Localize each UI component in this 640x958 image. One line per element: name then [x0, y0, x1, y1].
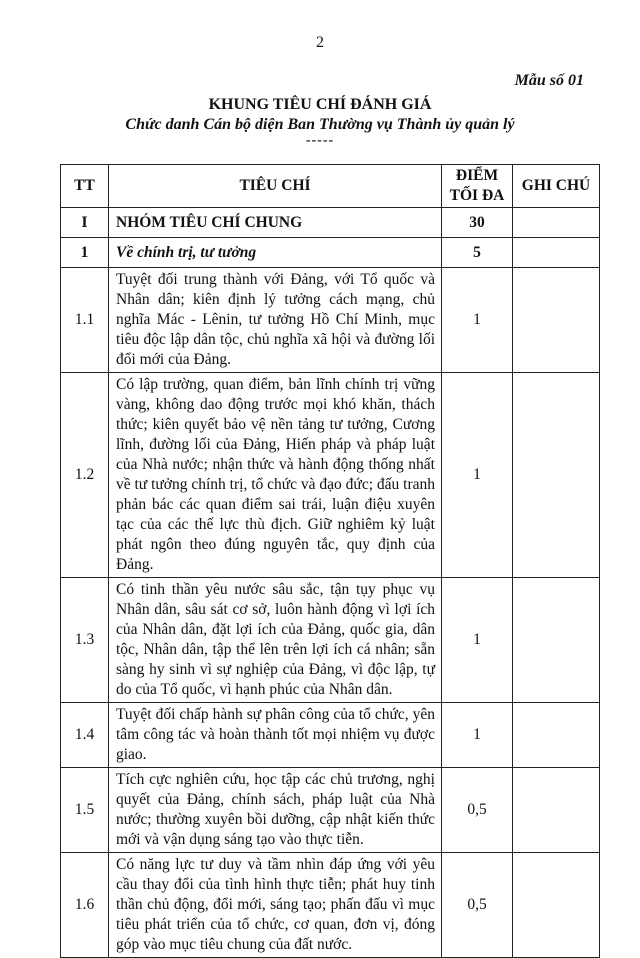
- row-tt: 1.6: [61, 853, 109, 958]
- row-criteria: Tuyệt đối trung thành với Đảng, với Tổ quốc và Nhân dân; kiên định lý tưởng cách mạng, chủ nghĩa Mác - Lênin, tư tưởng Hồ Chí Minh, mục tiêu độc lập dân tộc, chủ nghĩa xã hội và đường lối đổi mới của Đảng.: [109, 268, 442, 373]
- row-tt: 1.2: [61, 373, 109, 578]
- table-row: [61, 208, 600, 238]
- row-criteria: Về chính trị, tư tưởng: [109, 238, 442, 268]
- form-number: Mẫu số 01: [514, 72, 584, 89]
- table-row: [61, 238, 600, 268]
- header-tt: TT: [61, 165, 109, 208]
- row-score: 1: [442, 268, 513, 373]
- row-tt: I: [61, 208, 109, 238]
- row-note: [513, 853, 600, 958]
- row-criteria: Có năng lực tư duy và tầm nhìn đáp ứng với yêu cầu thay đổi của tình hình thực tiễn; phát huy tinh thần chủ động, đổi mới, sáng tạo; phấn đấu vì mục tiêu phát triển của tổ chức, cơ quan, đơn vị, đóng góp vào mục tiêu chung của đất nước.: [109, 853, 442, 958]
- criteria-table: [60, 164, 600, 958]
- row-criteria: NHÓM TIÊU CHÍ CHUNG: [109, 208, 442, 238]
- header-max-score-line1: ĐIỂM: [455, 167, 499, 184]
- table-row: [61, 853, 600, 958]
- row-note: [513, 578, 600, 703]
- row-note: [513, 238, 600, 268]
- row-note: [513, 768, 600, 853]
- row-criteria: Tuyệt đối chấp hành sự phân công của tổ chức, yên tâm công tác và hoàn thành tốt mọi nhiệm vụ được giao.: [109, 703, 442, 768]
- row-note: [513, 208, 600, 238]
- row-score: 1: [442, 703, 513, 768]
- table-header-row: [61, 165, 600, 208]
- row-tt: 1.1: [61, 268, 109, 373]
- row-score: 5: [442, 238, 513, 268]
- page-number: 2: [316, 34, 324, 51]
- header-note: GHI CHÚ: [513, 165, 600, 208]
- row-score: 30: [442, 208, 513, 238]
- row-tt: 1.5: [61, 768, 109, 853]
- row-criteria: Tích cực nghiên cứu, học tập các chủ trương, nghị quyết của Đảng, chính sách, pháp luật của Nhà nước; thường xuyên bồi dưỡng, cập nhật kiến thức mới và vận dụng sáng tạo vào thực tiễn.: [109, 768, 442, 853]
- table-row: [61, 373, 600, 578]
- row-tt: 1.4: [61, 703, 109, 768]
- table-row: [61, 768, 600, 853]
- header-max-score-line2: TỐI ĐA: [449, 187, 505, 204]
- row-tt: 1.3: [61, 578, 109, 703]
- row-score: 1: [442, 578, 513, 703]
- header-max-score: [442, 165, 513, 208]
- row-note: [513, 703, 600, 768]
- table-row: [61, 703, 600, 768]
- header-criteria: TIÊU CHÍ: [109, 165, 442, 208]
- row-score: 1: [442, 373, 513, 578]
- row-score: 0,5: [442, 853, 513, 958]
- row-tt: 1: [61, 238, 109, 268]
- row-note: [513, 268, 600, 373]
- row-criteria: Có tinh thần yêu nước sâu sắc, tận tụy phục vụ Nhân dân, sâu sát cơ sở, luôn hành động vì lợi ích của Nhân dân, đặt lợi ích của Đảng, quốc gia, dân tộc, Nhân dân, tập thể lên trên lợi ích cá nhân; sẵn sàng hy sinh vì sự nghiệp của Đảng, vì độc lập, tự do của Tổ quốc, vì hạnh phúc của Nhân dân.: [109, 578, 442, 703]
- row-score: 0,5: [442, 768, 513, 853]
- row-note: [513, 373, 600, 578]
- document-subtitle: Chức danh Cán bộ diện Ban Thường vụ Thành ủy quản lý: [125, 116, 515, 133]
- document-title: KHUNG TIÊU CHÍ ĐÁNH GIÁ: [208, 96, 432, 113]
- title-separator: -----: [305, 133, 335, 148]
- table-row: [61, 578, 600, 703]
- table-row: [61, 268, 600, 373]
- row-criteria: Có lập trường, quan điểm, bản lĩnh chính trị vững vàng, không dao động trước mọi khó khăn, thách thức; kiên quyết bảo vệ nền tảng tư tưởng, Cương lĩnh, đường lối của Đảng, Hiến pháp và pháp luật của Nhà nước; nhận thức và hành động thống nhất về tư tưởng chính trị, tổ chức và đạo đức; đấu tranh phản bác các quan điểm sai trái, luận điệu xuyên tạc của các thế lực thù địch. Giữ nghiêm kỷ luật phát ngôn theo đúng nguyên tắc, quy định của Đảng.: [109, 373, 442, 578]
